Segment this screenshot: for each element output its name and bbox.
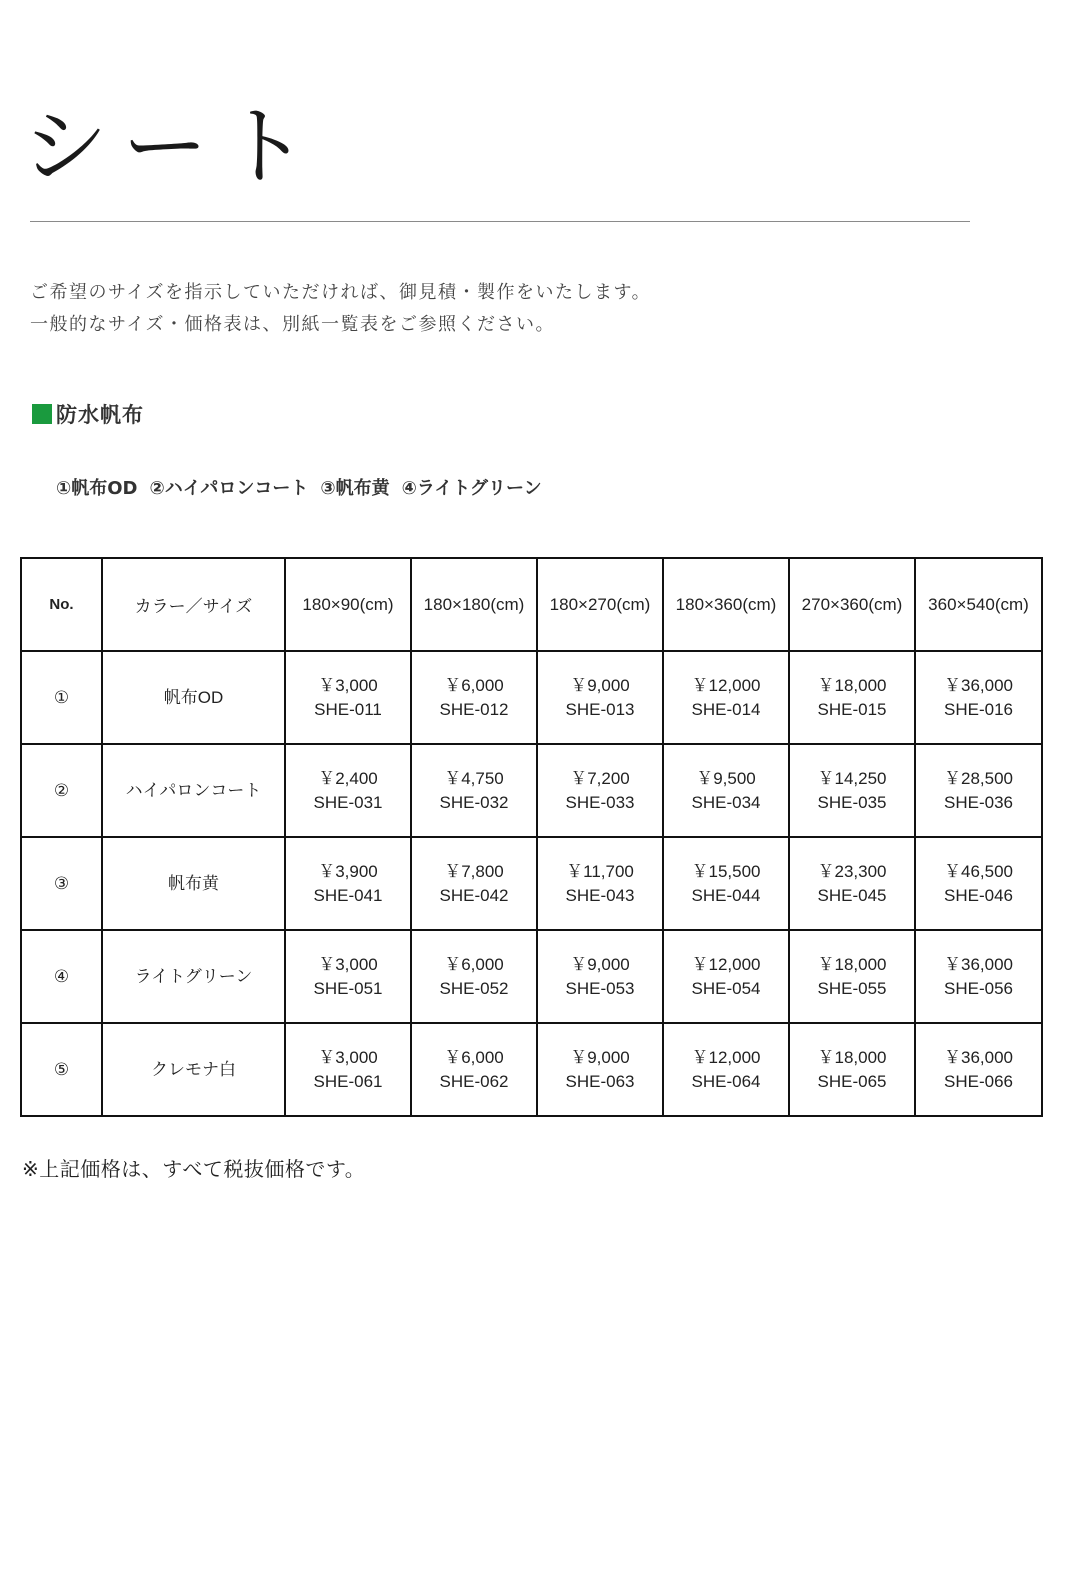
price-cell	[915, 744, 1042, 837]
row-number: ②	[21, 744, 102, 837]
section-heading	[32, 400, 144, 428]
product-code: SHE-011	[314, 699, 382, 719]
row-color: 帆布黄	[102, 837, 285, 930]
header-size: 270×360(cm)	[789, 558, 915, 651]
price-cell	[537, 837, 663, 930]
price-cell	[789, 1023, 915, 1116]
price: ￥14,250	[817, 768, 887, 788]
header-size: 180×360(cm)	[663, 558, 789, 651]
color-option: ②ハイパロンコート	[149, 478, 309, 499]
product-code: SHE-055	[817, 978, 887, 998]
price: ￥36,000	[944, 954, 1013, 974]
price-cell	[663, 744, 789, 837]
product-code: SHE-032	[439, 792, 509, 812]
price-cell	[915, 837, 1042, 930]
product-code: SHE-053	[565, 978, 635, 998]
price-cell	[663, 1023, 789, 1116]
row-number: ④	[21, 930, 102, 1023]
product-code: SHE-031	[313, 792, 383, 812]
color-option: ①帆布OD	[56, 478, 138, 499]
price: ￥11,700	[566, 861, 634, 881]
tax-footnote: ※上記価格は、すべて税抜価格です。	[22, 1157, 366, 1181]
price: ￥28,500	[944, 768, 1013, 788]
price: ￥6,000	[444, 1047, 504, 1067]
green-square-icon	[32, 404, 52, 424]
row-color: 帆布OD	[102, 651, 285, 744]
product-code: SHE-064	[691, 1071, 761, 1091]
product-code: SHE-054	[691, 978, 761, 998]
price: ￥3,000	[318, 954, 378, 974]
price-cell	[411, 930, 537, 1023]
row-number: ①	[21, 651, 102, 744]
header-size: 180×90(cm)	[285, 558, 411, 651]
price-cell	[789, 837, 915, 930]
color-option: ③帆布黄	[320, 478, 390, 499]
price: ￥12,000	[691, 675, 761, 695]
price: ￥3,900	[318, 861, 378, 881]
price-cell	[537, 651, 663, 744]
product-code: SHE-041	[313, 885, 383, 905]
price: ￥9,000	[570, 675, 630, 695]
price: ￥9,500	[696, 768, 756, 788]
price-cell	[537, 744, 663, 837]
price: ￥9,000	[570, 954, 630, 974]
section-heading-text: 防水帆布	[56, 403, 144, 427]
price-cell	[663, 930, 789, 1023]
price: ￥12,000	[691, 954, 761, 974]
price: ￥7,800	[444, 861, 504, 881]
table-header-row	[21, 558, 1042, 651]
product-code: SHE-043	[565, 885, 635, 905]
product-code: SHE-036	[944, 792, 1013, 812]
price-cell	[411, 837, 537, 930]
row-number: ⑤	[21, 1023, 102, 1116]
price: ￥7,200	[570, 768, 630, 788]
product-code: SHE-063	[565, 1071, 635, 1091]
price-cell	[537, 930, 663, 1023]
price: ￥3,000	[318, 675, 378, 695]
intro-line: ご希望のサイズを指示していただければ、御見積・製作をいたします。	[30, 282, 652, 303]
header-size: 180×270(cm)	[537, 558, 663, 651]
product-code: SHE-061	[313, 1071, 383, 1091]
price-cell	[411, 651, 537, 744]
product-code: SHE-016	[944, 699, 1013, 719]
product-code: SHE-012	[439, 699, 509, 719]
product-code: SHE-051	[313, 978, 383, 998]
price-cell	[411, 744, 537, 837]
price: ￥23,300	[817, 861, 887, 881]
table-row	[21, 651, 1042, 744]
price-cell	[789, 744, 915, 837]
product-code: SHE-014	[691, 699, 761, 719]
product-code: SHE-035	[817, 792, 887, 812]
price: ￥6,000	[444, 954, 504, 974]
intro-text	[30, 277, 651, 341]
product-code: SHE-044	[691, 885, 761, 905]
price-cell	[663, 651, 789, 744]
price-cell	[915, 651, 1042, 744]
price-cell	[915, 1023, 1042, 1116]
row-number: ③	[21, 837, 102, 930]
title-divider	[30, 221, 970, 222]
table-row	[21, 1023, 1042, 1116]
price-cell	[663, 837, 789, 930]
header-no: No.	[21, 558, 102, 651]
page-title: シート	[22, 97, 322, 197]
price-cell	[537, 1023, 663, 1116]
price-table	[20, 557, 1043, 1117]
header-size: 360×540(cm)	[915, 558, 1042, 651]
price: ￥36,000	[944, 675, 1013, 695]
row-color: ライトグリーン	[102, 930, 285, 1023]
price: ￥18,000	[817, 675, 887, 695]
price-cell	[285, 651, 411, 744]
product-code: SHE-046	[944, 885, 1013, 905]
header-color-size: カラー／サイズ	[102, 558, 285, 651]
price: ￥9,000	[570, 1047, 630, 1067]
product-code: SHE-052	[439, 978, 509, 998]
price: ￥2,400	[318, 768, 378, 788]
price-cell	[285, 1023, 411, 1116]
price-cell	[789, 651, 915, 744]
price-cell	[285, 837, 411, 930]
product-code: SHE-066	[944, 1071, 1013, 1091]
row-color: ハイパロンコート	[102, 744, 285, 837]
price: ￥46,500	[944, 861, 1013, 881]
color-option: ④ライトグリーン	[401, 478, 542, 499]
price-cell	[285, 744, 411, 837]
table-row	[21, 744, 1042, 837]
price: ￥15,500	[691, 861, 761, 881]
price-cell	[789, 930, 915, 1023]
price-cell	[915, 930, 1042, 1023]
price: ￥3,000	[318, 1047, 378, 1067]
price: ￥6,000	[444, 675, 504, 695]
price: ￥18,000	[817, 1047, 887, 1067]
product-code: SHE-065	[817, 1071, 887, 1091]
price: ￥36,000	[944, 1047, 1013, 1067]
table-row	[21, 930, 1042, 1023]
product-code: SHE-056	[944, 978, 1013, 998]
table-row	[21, 837, 1042, 930]
price: ￥18,000	[817, 954, 887, 974]
price-cell	[411, 1023, 537, 1116]
price: ￥4,750	[444, 768, 504, 788]
product-code: SHE-042	[439, 885, 509, 905]
header-size: 180×180(cm)	[411, 558, 537, 651]
color-options	[56, 474, 542, 500]
product-code: SHE-062	[439, 1071, 509, 1091]
product-code: SHE-013	[565, 699, 635, 719]
product-code: SHE-034	[691, 792, 761, 812]
row-color: クレモナ白	[102, 1023, 285, 1116]
product-code: SHE-033	[565, 792, 635, 812]
product-code: SHE-045	[817, 885, 887, 905]
price-cell	[285, 930, 411, 1023]
price: ￥12,000	[691, 1047, 761, 1067]
product-code: SHE-015	[817, 699, 887, 719]
intro-line: 一般的なサイズ・価格表は、別紙一覧表をご参照ください。	[30, 314, 556, 335]
